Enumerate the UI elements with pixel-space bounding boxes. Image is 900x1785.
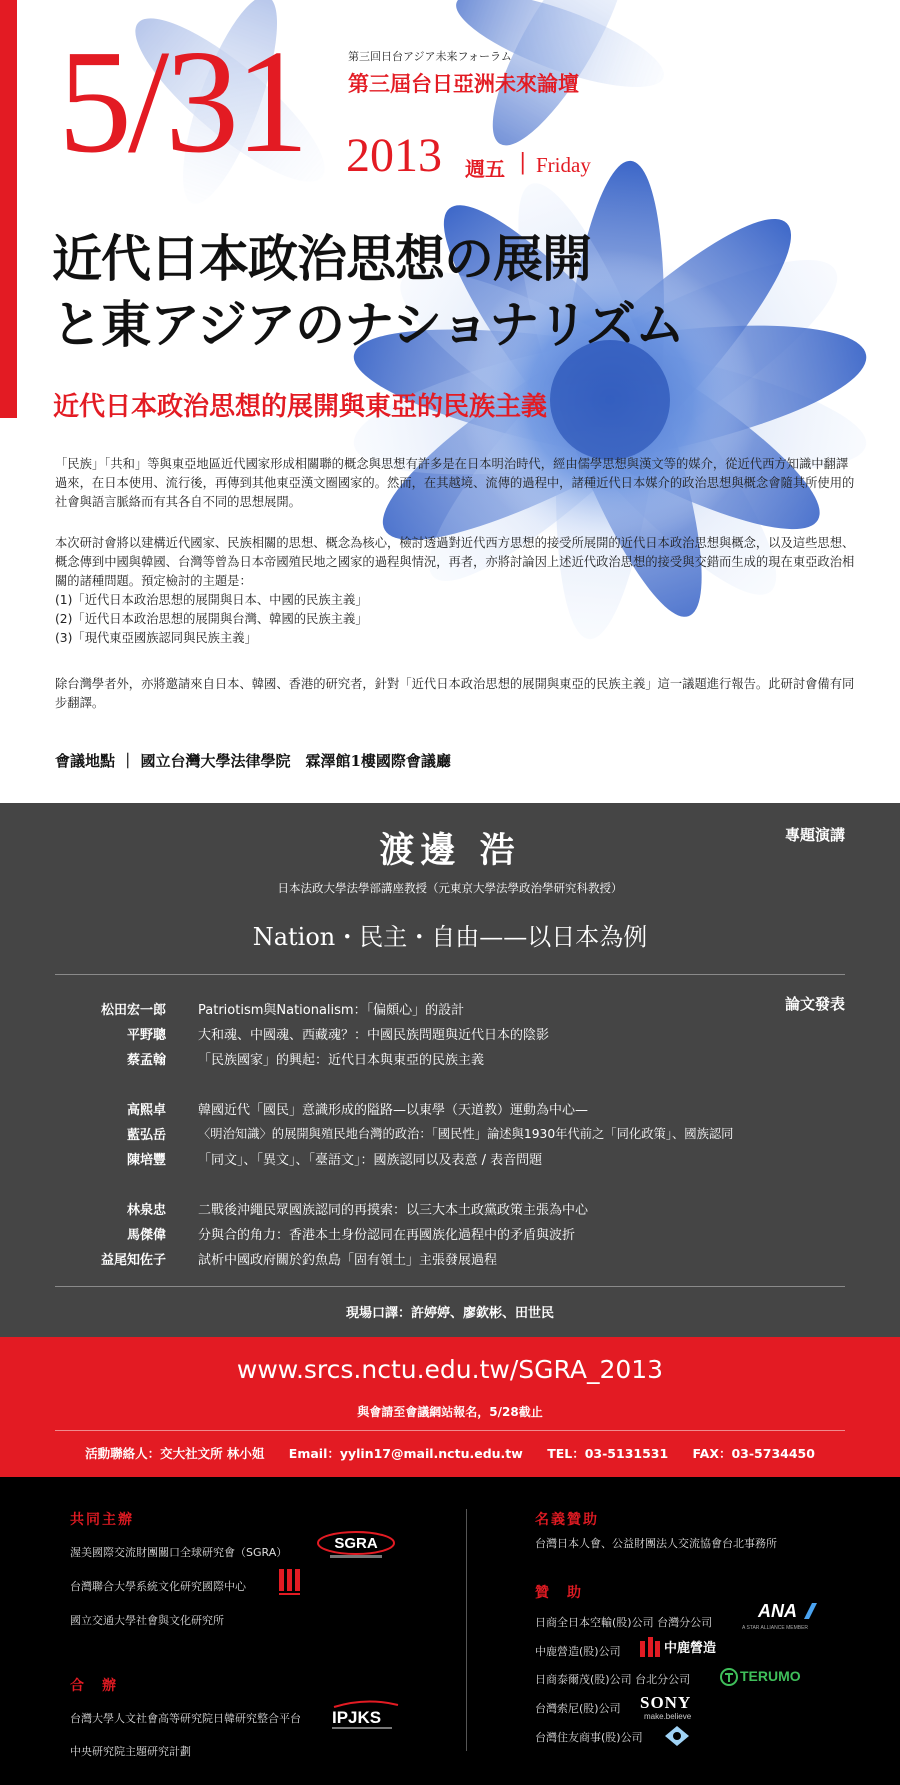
sony-logo-subtext: make.believe (644, 1712, 692, 1721)
sponsor-sony: 台灣索尼(股)公司 (535, 1702, 621, 1715)
paper-row (0, 1224, 900, 1249)
presenter-name: 益尾知佐子 (100, 1253, 166, 1268)
program-section (0, 803, 900, 1337)
intro-paragraph-2 (55, 534, 855, 648)
sponsor-ana: 日商全日本空輸(股)公司 台灣分公司 (535, 1616, 713, 1629)
title-jp-line2: と東アジアのナショナリズム (52, 295, 684, 354)
papers-label: 論文發表 (784, 995, 845, 1013)
presenter-name: 陳培豐 (126, 1153, 166, 1168)
sponsor-terumo: 日商泰爾茂(股)公司 台北分公司 (535, 1673, 691, 1686)
paper-topic: 〈明治知識〉的展開與殖民地台灣的政治：「國民性」論述與1930年代前之「同化政策」、國族認同 (198, 1127, 734, 1141)
sponsor-heading: 贊 助 (535, 1585, 583, 1601)
intro-paragraph-1: 「民族」「共和」等與東亞地區近代國家形成相關聯的概念與思想有許多是在日本明治時代，經由儒學思想與漢文等的媒介，從近代西方知識中翻譯過來，在日本使用、流行後，再傳到其他東亞漢文圈國家的。然而，在其越境、流傳的過程中，諸種近代日本媒介的政治思想與概念會隨其所使用的社會與語言脈絡而有其各自不同的思想展開。 (55, 457, 855, 509)
ana-logo (742, 1601, 838, 1635)
paper-topic: 二戰後沖繩民眾國族認同的再摸索：以三大本土政黨政策主張為中心 (198, 1203, 589, 1218)
presenter-name: 馬傑偉 (126, 1228, 166, 1243)
venue-info: 會議地點 ｜ 國立台灣大學法律學院 霖澤館1樓國際會議廳 (55, 752, 451, 770)
theme-item-2: (2)「近代日本政治思想的展開與台灣、韓國的民族主義」 (55, 612, 368, 626)
sgra-logo-text: SGRA (334, 1535, 378, 1552)
contact-info (0, 1444, 900, 1462)
presenter-name: 松田宏一郎 (100, 1003, 166, 1018)
sponsor-zhonglu: 中鹿營造(股)公司 (535, 1645, 621, 1658)
sponsor-sumitomo: 台灣住友商事(股)公司 (535, 1731, 643, 1744)
ipjks-logo (330, 1699, 402, 1733)
sumitomo-logo (662, 1724, 692, 1748)
intro-paragraph-3: 除台灣學者外，亦將邀請來自日本、韓國、香港的研究者，針對「近代日本政治思想的展開與東亞的民族主義」這一議題進行報告。此研討會備有同步翻譯。 (55, 677, 855, 710)
weekday-en: Friday (536, 153, 591, 177)
registration-note: 與會請至會議網站報名，5/28截止 (357, 1405, 543, 1419)
contact-email[interactable]: Email：yylin17@mail.nctu.edu.tw (288, 1446, 523, 1461)
presenter-name: 林泉忠 (126, 1203, 166, 1218)
paper-topic: Patriotism與Nationalism：「偏頗心」的設計 (198, 1003, 465, 1018)
contact-person: 活動聯絡人：交大社文所 林小姐 (85, 1446, 265, 1461)
divider (55, 974, 845, 975)
event-year: 2013 (346, 129, 442, 182)
ana-logo-subtext: A STAR ALLIANCE MEMBER (742, 1625, 809, 1631)
divider (55, 1286, 845, 1287)
theme-item-3: (3)「現代東亞國族認同與民族主義」 (55, 631, 257, 645)
ana-logo-text: ANA (758, 1601, 797, 1621)
sony-logo-text: SONY (640, 1693, 692, 1712)
terumo-logo-text: TERUMO (740, 1668, 801, 1684)
event-date: 5/31 (58, 20, 306, 184)
paper-topic: 大和魂、中國魂、西藏魂？：中國民族問題與近代日本的陰影 (198, 1028, 550, 1043)
keynote-speaker-title: 日本法政大學法學部講座教授（元東京大學法學政治學研究科教授） (277, 881, 623, 895)
red-accent-bar (0, 0, 17, 418)
forum-name-zh: 第三屆台日亞洲未來論壇 (348, 71, 579, 96)
paper-row (0, 999, 900, 1024)
cohost-sgra: 渥美國際交流財團關口全球研究會（SGRA） (70, 1546, 288, 1559)
keynote-talk-title: Nation・民主・自由——以日本為例 (252, 923, 648, 951)
paper-topic: 韓國近代「國民」意識形成的隘路—以東學（天道教）運動為中心— (198, 1103, 589, 1118)
ucs-logo (278, 1567, 302, 1597)
ipjks-logo-text: IPJKS (332, 1708, 382, 1727)
keynote-speaker: 渡邊 浩 (379, 830, 521, 871)
presenter-name: 高熙卓 (126, 1103, 166, 1118)
honorary-sponsor-heading: 名義贊助 (535, 1512, 599, 1528)
contact-tel: TEL：03-5131531 (547, 1446, 669, 1461)
forum-name-jp: 第三回日台アジア未来フォーラム (348, 50, 512, 63)
presenter-name: 藍弘岳 (126, 1128, 166, 1143)
cohost-ucs: 台灣聯合大學系統文化研究國際中心 (70, 1580, 246, 1593)
paper-topic: 「民族國家」的興起：近代日本與東亞的民族主義 (198, 1053, 485, 1068)
coorganizer-heading: 合 辦 (70, 1678, 118, 1694)
registration-section (0, 1337, 900, 1477)
presenter-name: 蔡孟翰 (126, 1053, 166, 1068)
keynote-label: 專題演講 (784, 826, 845, 844)
zhonglu-logo (640, 1635, 720, 1659)
organizers-section (0, 1477, 900, 1785)
paper-topic: 試析中國政府關於釣魚島「固有領土」主張發展過程 (198, 1253, 498, 1268)
paper-row (0, 1249, 900, 1274)
sgra-logo (316, 1531, 396, 1561)
poster-top-section (0, 0, 900, 803)
cohost-heading: 共同主辦 (70, 1512, 134, 1528)
paper-topic: 「同文」、「異文」、「臺語文」：國族認同以及表意 / 表音問題 (198, 1153, 543, 1168)
paper-row (0, 1049, 900, 1074)
paper-topic: 分與合的角力：香港本土身份認同在再國族化過程中的矛盾與波折 (198, 1228, 576, 1243)
title-jp (52, 226, 684, 358)
coorganizer-ntu: 台灣大學人文社會高等研究院日韓研究整合平台 (70, 1712, 301, 1725)
cohost-nctu: 國立交通大學社會與文化研究所 (70, 1614, 224, 1627)
theme-item-1: (1)「近代日本政治思想的展開與日本、中國的民族主義」 (55, 593, 368, 607)
paper-row (0, 1024, 900, 1049)
paper-row (0, 1149, 900, 1174)
paper-row (0, 1199, 900, 1224)
intro-paragraph-2-text: 本次研討會將以建構近代國家、民族相關的思想、概念為核心，檢討透過對近代西方思想的接受所展開的近代日本政治思想與概念，以及這些思想、概念傳到中國與韓國、台灣等曾為日本帝國殖民地之國家的過程與情況，再者，亦將討論因上述近代政治思想的接受與交錯而生成的現在東亞政治相關的諸種問題。預定檢討的主題是： (55, 536, 855, 588)
registration-link[interactable]: www.srcs.nctu.edu.tw/SGRA_2013 (236, 1355, 664, 1384)
divider (55, 1430, 845, 1431)
terumo-logo (720, 1667, 810, 1689)
coorganizer-sinica: 中央研究院主題研究計劃 (70, 1745, 191, 1758)
weekday-separator: | (519, 150, 527, 175)
paper-row (0, 1124, 900, 1149)
contact-fax: FAX：03-5734450 (692, 1446, 815, 1461)
weekday-zh: 週五 (465, 157, 505, 181)
zhonglu-logo-text: 中鹿營造 (664, 1641, 717, 1656)
column-divider (466, 1509, 467, 1751)
title-jp-line1: 近代日本政治思想の展開 (52, 229, 591, 288)
interpreters: 現場口譯：許婷婷、廖欽彬、田世民 (345, 1306, 554, 1321)
sony-logo (640, 1693, 720, 1723)
presenter-name: 平野聰 (126, 1028, 166, 1043)
paper-row (0, 1099, 900, 1124)
title-zh: 近代日本政治思想的展開與東亞的民族主義 (53, 392, 548, 422)
honorary-sponsor: 台灣日本人會、公益財團法人交流協會台北事務所 (535, 1537, 777, 1550)
